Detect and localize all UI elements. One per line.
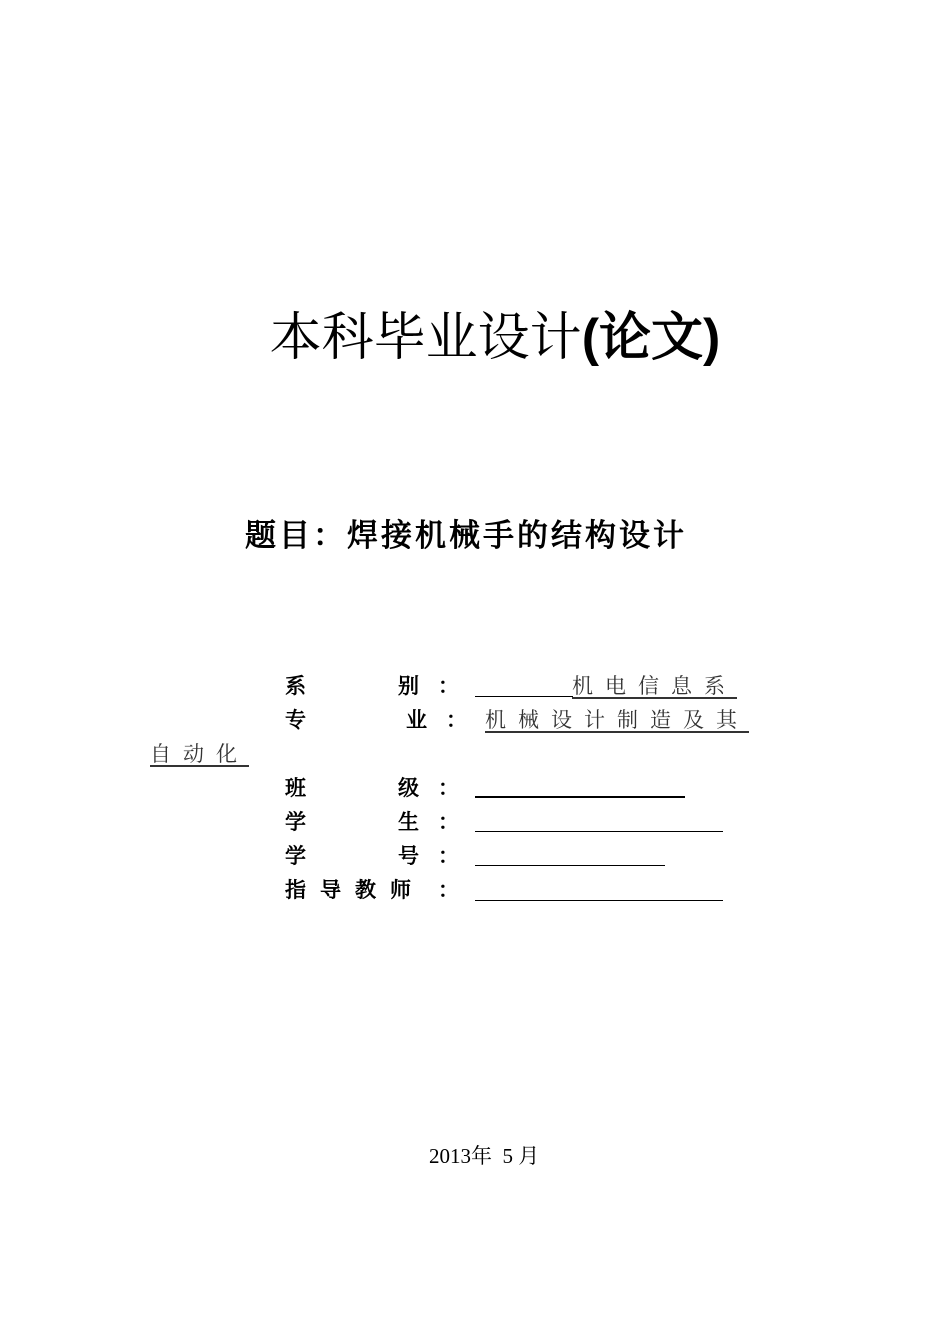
field-department-value: 机电信息系: [572, 674, 737, 698]
field-class-blank: [475, 796, 685, 798]
field-advisor-colon: ：: [438, 878, 459, 902]
field-major: [0, 704, 950, 734]
field-student-id-blank: [475, 865, 665, 866]
field-department-label-char2: 别: [398, 674, 419, 698]
field-class: [0, 772, 950, 802]
field-major-value-line1: 机械设计制造及其: [485, 708, 749, 732]
field-major-value-line2: 自动化: [150, 742, 249, 766]
field-department-colon: ：: [438, 674, 459, 698]
field-major-label-char2: 业: [406, 708, 427, 732]
cover-date-month: 5 月: [502, 1144, 540, 1168]
field-student-label: [285, 806, 419, 836]
field-department: [0, 670, 950, 700]
field-department-underline-lead: [475, 696, 573, 697]
cover-title-main: 本科毕业设计: [269, 308, 582, 368]
field-advisor-blank: [475, 900, 723, 901]
field-class-colon: ：: [438, 776, 459, 800]
cover-title-paren: (论文): [581, 309, 721, 367]
field-department-label-char1: 系: [285, 674, 306, 698]
field-advisor-label: 指导教师: [285, 878, 425, 902]
field-student-colon: ：: [438, 810, 459, 834]
field-major-label-char1: 专: [285, 708, 306, 732]
field-class-label-char2: 级: [398, 776, 419, 800]
cover-title: [0, 295, 950, 370]
field-major-label: [285, 704, 427, 734]
field-department-label: [285, 670, 419, 700]
field-major-colon: ：: [446, 708, 467, 732]
field-student-id-label-char1: 学: [285, 844, 306, 868]
field-student-id-colon: ：: [438, 844, 459, 868]
cover-date: [429, 1140, 539, 1170]
field-student-blank: [475, 831, 723, 832]
thesis-topic: 题目：焊接机械手的结构设计: [245, 518, 687, 554]
field-class-label: [285, 772, 419, 802]
field-student-label-char1: 学: [285, 810, 306, 834]
field-student: [0, 806, 950, 836]
field-student-id: [0, 840, 950, 870]
field-class-label-char1: 班: [285, 776, 306, 800]
field-student-label-char2: 生: [398, 810, 419, 834]
cover-date-year: 2013年: [429, 1144, 492, 1168]
field-advisor: [0, 874, 950, 904]
field-student-id-label-char2: 号: [398, 844, 419, 868]
field-student-id-label: [285, 840, 419, 870]
